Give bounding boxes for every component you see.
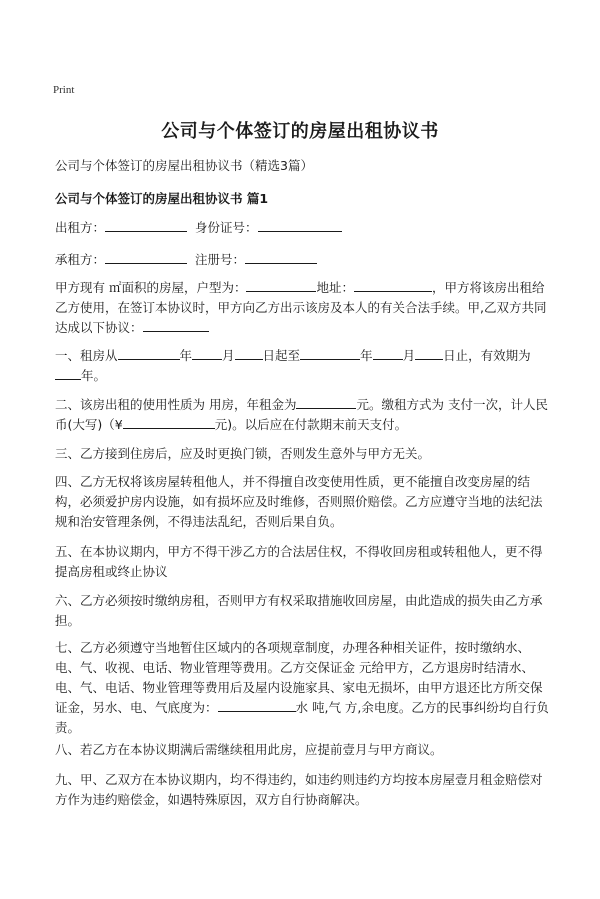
start-month-blank [192, 346, 222, 360]
year-end-label: 年。 [81, 368, 107, 383]
year-label: 年 [360, 348, 373, 363]
end-year-blank [300, 346, 360, 360]
validity-label: 日止，有效期为 [443, 348, 531, 363]
clause-4: 四、乙方无权将该房屋转租他人，并不得擅自改变使用性质，更不能擅自改变房屋的结构，必须爱护房内设施，如有损坏应及时维修，否则照价赔偿。乙方应遵守当地的法纪法规和治安管理条例，不得违法乱纪，否则后果自负。 [55, 474, 543, 529]
clause-8: 八、若乙方在本协议期满后需继续租用此房，应提前壹月与甲方商议。 [55, 742, 443, 757]
registration-number-blank [245, 250, 317, 264]
validity-years-blank [55, 366, 81, 380]
lessee-line [55, 250, 317, 268]
clause-2-text-a: 二、该房出租的使用性质为 用房，年租金为 [55, 397, 297, 412]
id-number-blank [258, 218, 342, 232]
end-month-blank [373, 346, 403, 360]
lessor-line [55, 218, 342, 236]
clause-3: 三、乙方接到住房后，应及时更换门锁，否则发生意外与甲方无关。 [55, 446, 431, 461]
clause-2-text-b: 元。缴租方式为 支付一次，计人民币(大写)（¥ [55, 397, 548, 432]
clause-1-text: 一、租房从 [55, 348, 118, 363]
clause-5: 五、在本协议期内，甲方不得干涉乙方的合法居住权，不得收回房租或转租他人，更不得提高房租或终止协议 [55, 544, 543, 579]
year-label: 年 [179, 348, 193, 363]
lessee-label: 承租方： [55, 252, 106, 267]
clause-2 [55, 395, 551, 435]
end-day-blank [415, 346, 443, 360]
id-number-label: 身份证号： [195, 220, 258, 235]
lessor-label: 出租方： [55, 220, 106, 235]
intro-text-b: 地址： [316, 280, 354, 295]
document-subtitle: 公司与个体签订的房屋出租协议书（精选3篇） [55, 158, 313, 173]
intro-paragraph [55, 278, 551, 338]
to-label: 日起至 [262, 348, 301, 363]
annual-rent-blank [296, 395, 356, 409]
address-blank [354, 278, 432, 292]
start-day-blank [235, 346, 263, 360]
lessee-blank [105, 250, 187, 264]
month-label: 月 [402, 348, 416, 363]
month-label: 月 [222, 348, 235, 363]
intro-text-a: 甲方现有 ㎡面积的房屋，户型为： [55, 280, 247, 295]
agreement-blank [143, 318, 209, 332]
clause-1 [55, 346, 551, 386]
section-heading: 公司与个体签订的房屋出租协议书 篇1 [55, 191, 269, 206]
registration-number-label: 注册号： [195, 252, 246, 267]
clause-9: 九、甲、乙双方在本协议期内，均不得违约，如违约则违约方均按本房屋壹月租金赔偿对方作为违约赔偿金，如遇特殊原因，双方自行协商解决。 [55, 772, 543, 807]
lessor-blank [105, 218, 187, 232]
clause-7-text-a: 七、乙方必须遵守当地暂住区域内的各项规章制度，办理各种相关证件，按时缴纳水、电、气、收视、电话、物业管理等费用。乙方交保证金 元给甲方，乙方退房时结清水、电、气、电话、物业管理等费用后及屋内设施家具、家电无损坏，由甲方退还比方所交保证金，另水、电、气底度为： [55, 640, 543, 715]
start-year-blank [118, 346, 180, 360]
clause-6: 六、乙方必须按时缴纳房租，否则甲方有权采取措施收回房屋，由此造成的损失由乙方承担。 [55, 593, 543, 628]
meter-reading-blank [218, 698, 296, 712]
layout-blank [246, 278, 316, 292]
intro-text-c: ，甲方将该房出租给乙方使用，在签订本协议时，甲方向乙方出示该房及本人的有关合法手续。甲,乙双方共同达成以下协议： [55, 280, 547, 335]
clause-2-text-c: 元)。以后应在付款期末前天支付。 [214, 417, 408, 432]
clause-7-text-b: 水 吨,气 方,余电度。乙方的民事纠纷均自行负责。 [55, 700, 549, 735]
page-title: 公司与个体签订的房屋出租协议书 [161, 121, 439, 142]
clause-7 [55, 638, 551, 738]
print-label: Print [53, 84, 75, 96]
amount-blank [123, 415, 215, 429]
